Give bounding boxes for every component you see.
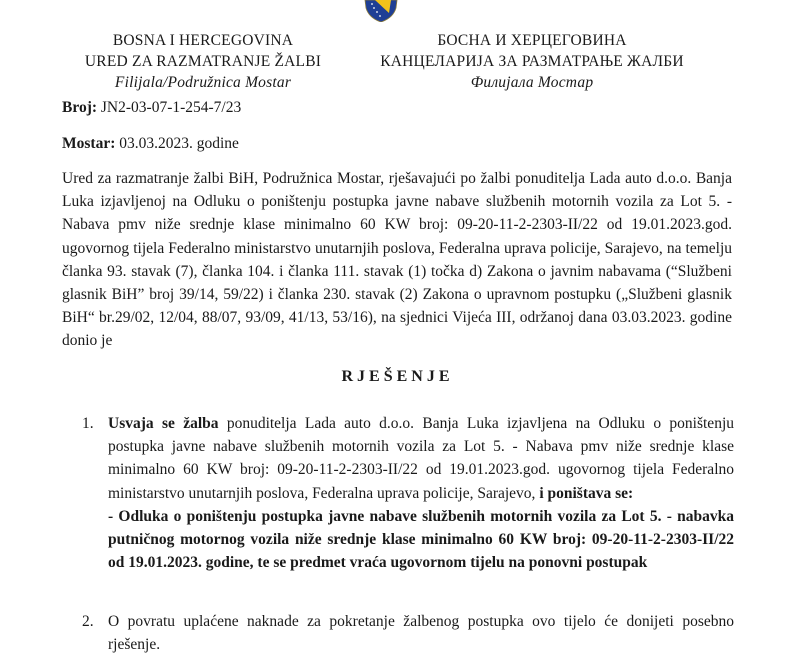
item-text: O povratu uplaćene naknade za pokretanje žalbenog postupka ovo tijelo će donijeti posebno rješenje.	[108, 613, 734, 654]
place-date	[62, 135, 239, 153]
case-number-label: Broj:	[62, 99, 98, 116]
header-left-line1: BOSNA I HERCEGOVINA	[112, 32, 294, 49]
item-bold-lead: Usvaja se žalba	[108, 415, 219, 432]
header-left	[78, 30, 328, 93]
header-right-line3: Филијала Мостар	[470, 74, 594, 91]
case-number-value: JN2-03-07-1-254-7/23	[97, 99, 242, 116]
decision-item-1	[82, 412, 734, 574]
coat-of-arms-icon	[363, 0, 399, 22]
item-number: 1.	[82, 415, 94, 432]
intro-paragraph: Ured za razmatranje žalbi BiH, Podružnica Mostar, rješavajući po žalbi ponuditelja Lada auto d.o.o. Banja Luka izjavljenoj na Odluku o poništenju postupka javne nabave službenih motornih vozila za Lot 5. - Nabava pmv niže srednje klase minimalno 60 KW broj: 09-20-11-2-2303-II/22 od 19.01.2023.god. ugovornog tijela Federalno ministarstvo unutarnjih poslova, Federalna uprava policije, Sarajevo, na temelju članka 93. stavak (7), članka 104. i članka 111. stavak (1) točka d) Zakona o javnim nabavama (“Službeni glasnik BiH” broj 39/14, 59/22) i članka 230. stavak (2) Zakona o upravnom postupku („Službeni glasnik BiH“ br.29/02, 12/04, 88/07, 93/09, 41/13, 53/16), na sjednici Vijeća III, održanoj dana 03.03.2023. godine donio je	[62, 170, 732, 350]
header-right	[372, 30, 692, 93]
decision-item-2	[82, 610, 734, 656]
header-right-line2: КАНЦЕЛАРИЈА ЗА РАЗМАТРАЊЕ ЖАЛБИ	[380, 53, 684, 70]
item-number: 2.	[82, 613, 94, 630]
header-left-line3: Filijala/Podružnica Mostar	[114, 74, 292, 91]
case-number	[62, 99, 241, 117]
item-text: ponuditelja Lada auto d.o.o. Banja Luka izjavljena na Odluku o poništenju postupka javne nabave službenih motornih vozila za Lot 5. - Nabava pmv niže srednje klase minimalno 60 KW broj: 09-20-11-2-2303-II/22 od 19.01.2023.god. ugovornog tijela Federalno ministarstvo unutarnjih poslova, Federalna uprava policije, Sarajevo,	[108, 415, 734, 502]
header-left-line2: URED ZA RAZMATRANJE ŽALBI	[84, 53, 322, 70]
item-bold-tail: i poništava se:	[539, 484, 634, 502]
header-right-line1: БОСНА И ХЕРЦЕГОВИНА	[437, 32, 627, 49]
decision-title: RJEŠENJE	[341, 368, 454, 385]
item-sub-point: - Odluka o poništenju postupka javne nabave službenih motornih vozila za Lot 5. - nabavka putničnog motornog vozila niže srednje klase minimalno 60 KW broj: 09-20-11-2-2303-II/22 od 19.01.2023. godine, te se predmet vraća ugovornom tijelu na ponovni postupak	[108, 507, 734, 572]
date-value: 03.03.2023. godine	[115, 135, 239, 152]
place-label: Mostar:	[62, 135, 116, 152]
